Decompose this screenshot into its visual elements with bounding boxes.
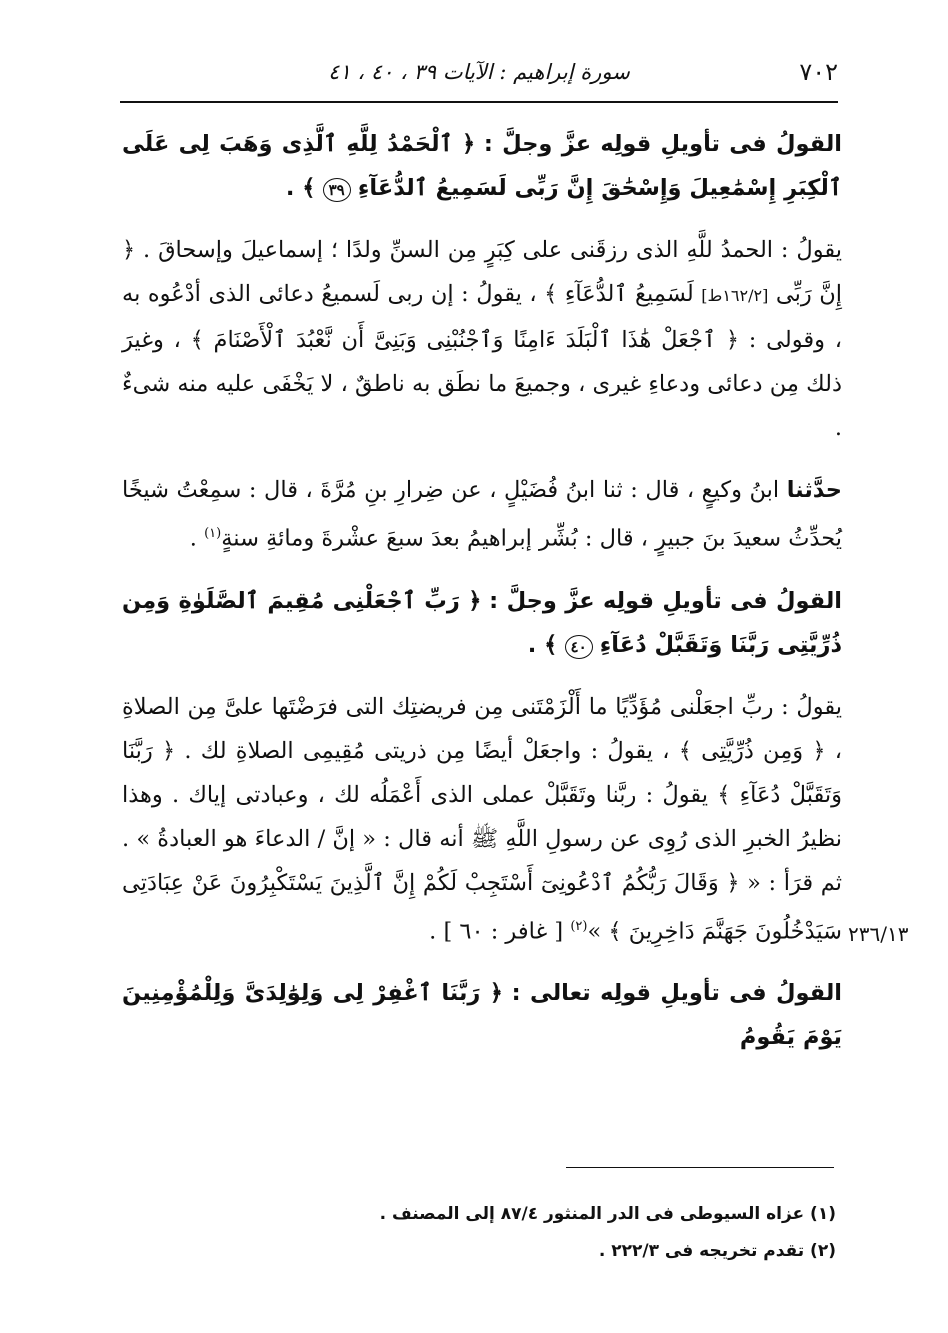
narration-end: .	[189, 525, 197, 552]
commentary-paragraph	[122, 685, 842, 954]
footnote-reference: (١)	[204, 526, 222, 541]
commentary-text: يقولُ : ربِّ اجعَلْنى مُؤَدِّيًا ما أَلْزَمْتَنى مِن فريضتِك التى فرَضْتَها علىَّ مِن الصلاةِ ، ﴿ وَمِن ذُرِّيَّتِى ﴾ ، يقولُ : واجعَلْ أيضًا مِن ذريتى مُقِيمِى الصلاةِ لك . ﴿ رَبَّنَا وَتَقَبَّلْ دُعَآءِ ﴾ يقولُ : ربَّنا وتَقَبَّلْ عملى الذى أَعْمَلُه لك ، وعبادتى إياك . وهذا نظيرُ الخبرِ الذى رُوِى عن رسولِ اللَّهِ ﷺ أنه قال : « إنَّ / الدعاءَ هو العبادةُ » . ثم قرَأ : « ﴿ وَقَالَ رَبُّكُمُ ٱدْعُونِىٓ أَسْتَجِبْ لَكُمْ إِنَّ ٱلَّذِينَ يَسْتَكْبِرُونَ عَنْ عِبَادَتِى سَيَدْخُلُونَ جَهَنَّمَ دَاخِرِينَ ﴾ »	[122, 693, 842, 944]
edition-page-reference: [١٦٢/٢ط]	[701, 286, 769, 305]
quran-verse: ﴿ ٱلْحَمْدُ لِلَّهِ ٱلَّذِى وَهَبَ لِى عَلَى ٱلْكِبَرِ إِسْمَٰعِيلَ وَإِسْحَٰقَ إِنَّ رَبِّى لَسَمِيعُ ٱلدُّعَآءِ	[122, 131, 842, 201]
section-heading-paragraph	[122, 971, 842, 1059]
section-heading: القولُ فى تأويلِ قولِه عزَّ وجلَّ :	[483, 131, 843, 157]
page-number: ٧٠٢	[799, 58, 838, 86]
section-heading-paragraph	[122, 579, 842, 667]
narration-label: حدَّثنا	[786, 477, 842, 503]
footnotes	[300, 1196, 836, 1270]
running-header	[120, 54, 838, 94]
footnote-item: (٢) تقدم تخريجه فى ٢٢٢/٣ .	[598, 1241, 836, 1261]
margin-volume-reference: ٢٣٦/١٣	[848, 922, 909, 946]
section-heading: القولُ فى تأويلِ قولِه تعالى :	[511, 980, 842, 1006]
footnote-divider	[566, 1167, 834, 1168]
ayah-number-marker: ٣٩	[323, 178, 351, 202]
footnote-reference: (٢)	[570, 918, 588, 934]
commentary-paragraph	[122, 228, 842, 450]
commentary-text: لَسَمِيعُ ٱلدُّعَآءِ ﴾ ، يقولُ : إن ربى لَسميعُ دعائى الذى أدْعُوه به ، وقولى : ﴿ ٱجْعَلْ هَٰذَا ٱلْبَلَدَ ءَامِنًا وَٱجْنُبْنِى وَبَنِىَّ أَن نَّعْبُدَ ٱلْأَصْنَامَ ﴾ ، وغيرَ ذلك مِن دعائى ودعاءِ غيرى ، وجميعَ ما نطَق به ناطقٌ ، لا يَخْفَى عليه منه شىءٌ .	[122, 281, 842, 441]
main-text	[122, 122, 842, 1077]
header-divider	[120, 101, 838, 103]
narration-text: ابنُ وكيعٍ ، قال : ثنا ابنُ فُضَيْلٍ ، عن ضِرارِ بنِ مُرَّةَ ، قال : سمِعْتُ شيخًا يُحدِّثُ سعيدَ بنَ جبيرٍ ، قال : بُشِّر إبراهيمُ بعدَ سبعَ عشْرةَ ومائةِ سنةٍ	[122, 477, 842, 552]
surah-citation: [ غافر : ٦٠ ] .	[429, 918, 564, 944]
quran-verse: ﴿ رَبَّنَا ٱغْفِرْ لِى وَلِوَٰلِدَىَّ وَلِلْمُؤْمِنِينَ يَوْمَ يَقُومُ	[122, 980, 842, 1050]
quran-verse-close: ﴾ .	[527, 631, 558, 658]
footnote-item: (١) عزاه السيوطى فى الدر المنثور ٨٧/٤ إلى المصنف .	[379, 1204, 836, 1224]
ayah-number-marker: ٤٠	[565, 635, 593, 659]
running-title: سورة إبراهيم : الآيات ٣٩ ، ٤٠ ، ٤١	[328, 60, 630, 84]
quran-verse: ﴿ رَبِّ ٱجْعَلْنِى مُقِيمَ ٱلصَّلَوٰةِ وَمِن ذُرِّيَّتِى رَبَّنَا وَتَقَبَّلْ دُعَآءِ	[122, 587, 842, 658]
section-heading: القولُ فى تأويلِ قولِه عزَّ وجلَّ :	[489, 587, 843, 614]
section-heading-paragraph	[122, 122, 842, 210]
commentary-text: يقولُ : الحمدُ للَّهِ الذى رزقَنى على كِبَرٍ مِن السنِّ ولدًا ؛ إسماعيلَ وإسحاقَ . ﴿ إِنَّ رَبِّى	[122, 237, 843, 307]
hadith-paragraph	[122, 468, 842, 561]
quran-verse-close: ﴾ .	[285, 175, 316, 201]
